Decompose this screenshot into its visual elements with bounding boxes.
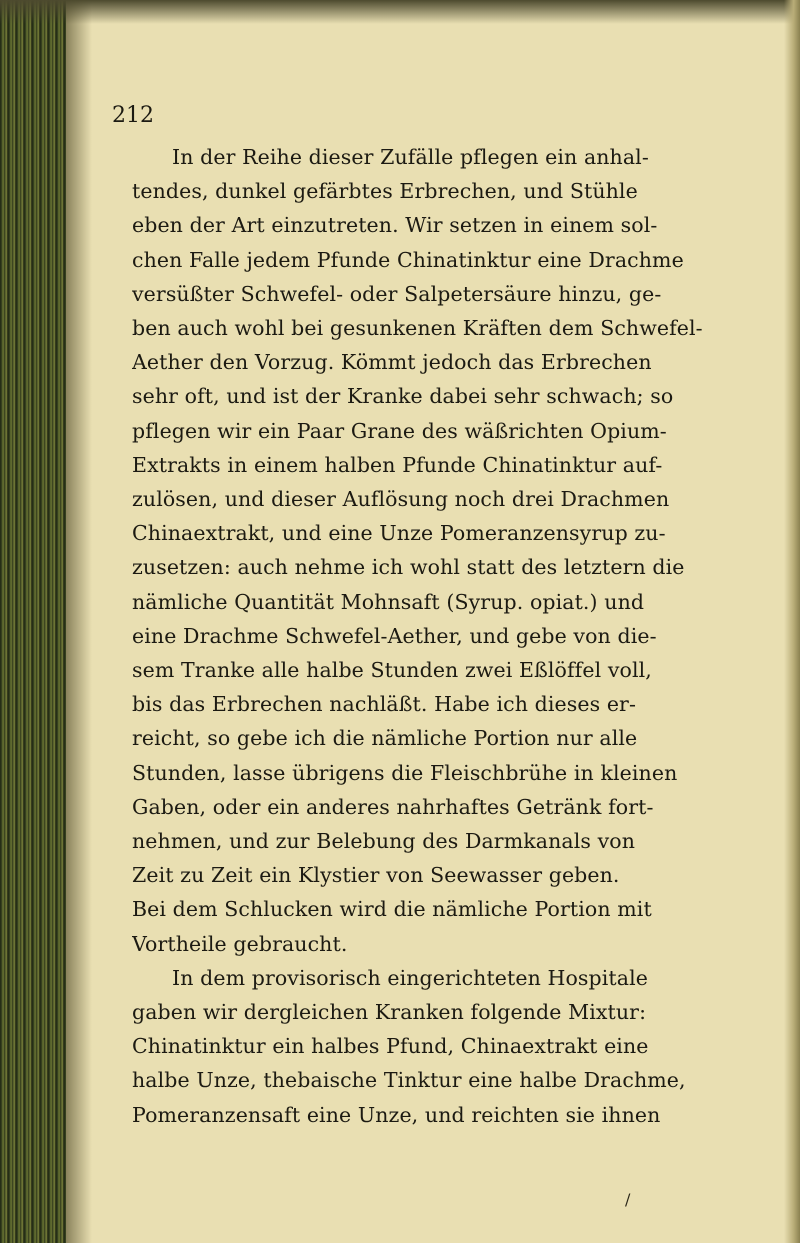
text-line: halbe Unze, thebaische Tinktur eine halbe Drachme, bbox=[132, 1068, 686, 1093]
text-line: sehr oft, und ist der Kranke dabei sehr schwach; so bbox=[132, 384, 674, 409]
text-line: pflegen wir ein Paar Grane des wäßrichten Opium- bbox=[132, 418, 667, 443]
text-line: Extrakts in einem halben Pfunde Chinatinktur auf- bbox=[132, 452, 663, 477]
text-line: zusetzen: auch nehme ich wohl statt des letztern die bbox=[132, 555, 685, 580]
catchword-mark: / bbox=[625, 1190, 631, 1209]
text-line: Pomeranzensaft eine Unze, und reichten sie ihnen bbox=[132, 1102, 661, 1127]
text-line: Bei dem Schlucken wird die nämliche Portion mit bbox=[132, 897, 652, 922]
page-right-edge bbox=[784, 0, 800, 1243]
text-line: sem Tranke alle halbe Stunden zwei Eßlöffel voll, bbox=[132, 658, 652, 683]
text-line: eben der Art einzutreten. Wir setzen in einem sol- bbox=[132, 213, 658, 238]
top-shadow bbox=[0, 0, 800, 24]
page-number: 212 bbox=[112, 103, 154, 128]
text-line: Aether den Vorzug. Kömmt jedoch das Erbrechen bbox=[132, 350, 652, 375]
text-line: Gaben, oder ein anderes nahrhaftes Getränk fort- bbox=[132, 794, 654, 819]
text-line: tendes, dunkel gefärbtes Erbrechen, und Stühle bbox=[132, 179, 638, 204]
body-text bbox=[132, 140, 768, 1132]
text-line: ben auch wohl bei gesunkenen Kräften dem Schwefel- bbox=[132, 316, 703, 341]
text-line: zulösen, und dieser Auflösung noch drei Drachmen bbox=[132, 487, 670, 512]
text-line: bis das Erbrechen nachläßt. Habe ich dieses er- bbox=[132, 692, 636, 717]
gutter-shadow bbox=[66, 0, 92, 1243]
book-binding-edge bbox=[0, 0, 66, 1243]
text-line: nämliche Quantität Mohnsaft (Syrup. opiat.) und bbox=[132, 589, 645, 614]
text-line: versüßter Schwefel- oder Salpetersäure hinzu, ge- bbox=[132, 281, 662, 306]
text-line: Zeit zu Zeit ein Klystier von Seewasser geben. bbox=[132, 863, 620, 888]
text-line: chen Falle jedem Pfunde Chinatinktur eine Drachme bbox=[132, 247, 684, 272]
text-line: Chinaextrakt, und eine Unze Pomeranzensyrup zu- bbox=[132, 521, 666, 546]
text-line: Stunden, lasse übrigens die Fleischbrühe in kleinen bbox=[132, 760, 678, 785]
text-line: reicht, so gebe ich die nämliche Portion nur alle bbox=[132, 726, 638, 751]
text-line: In dem provisorisch eingerichteten Hospitale bbox=[172, 965, 648, 990]
text-line: Chinatinktur ein halbes Pfund, Chinaextrakt eine bbox=[132, 1034, 649, 1059]
text-line: eine Drachme Schwefel-Aether, und gebe von die- bbox=[132, 623, 657, 648]
text-line: Vortheile gebraucht. bbox=[132, 931, 348, 956]
text-line: nehmen, und zur Belebung des Darmkanals von bbox=[132, 829, 636, 854]
text-line: gaben wir dergleichen Kranken folgende Mixtur: bbox=[132, 1000, 647, 1025]
text-line: In der Reihe dieser Zufälle pflegen ein anhal- bbox=[172, 145, 649, 169]
